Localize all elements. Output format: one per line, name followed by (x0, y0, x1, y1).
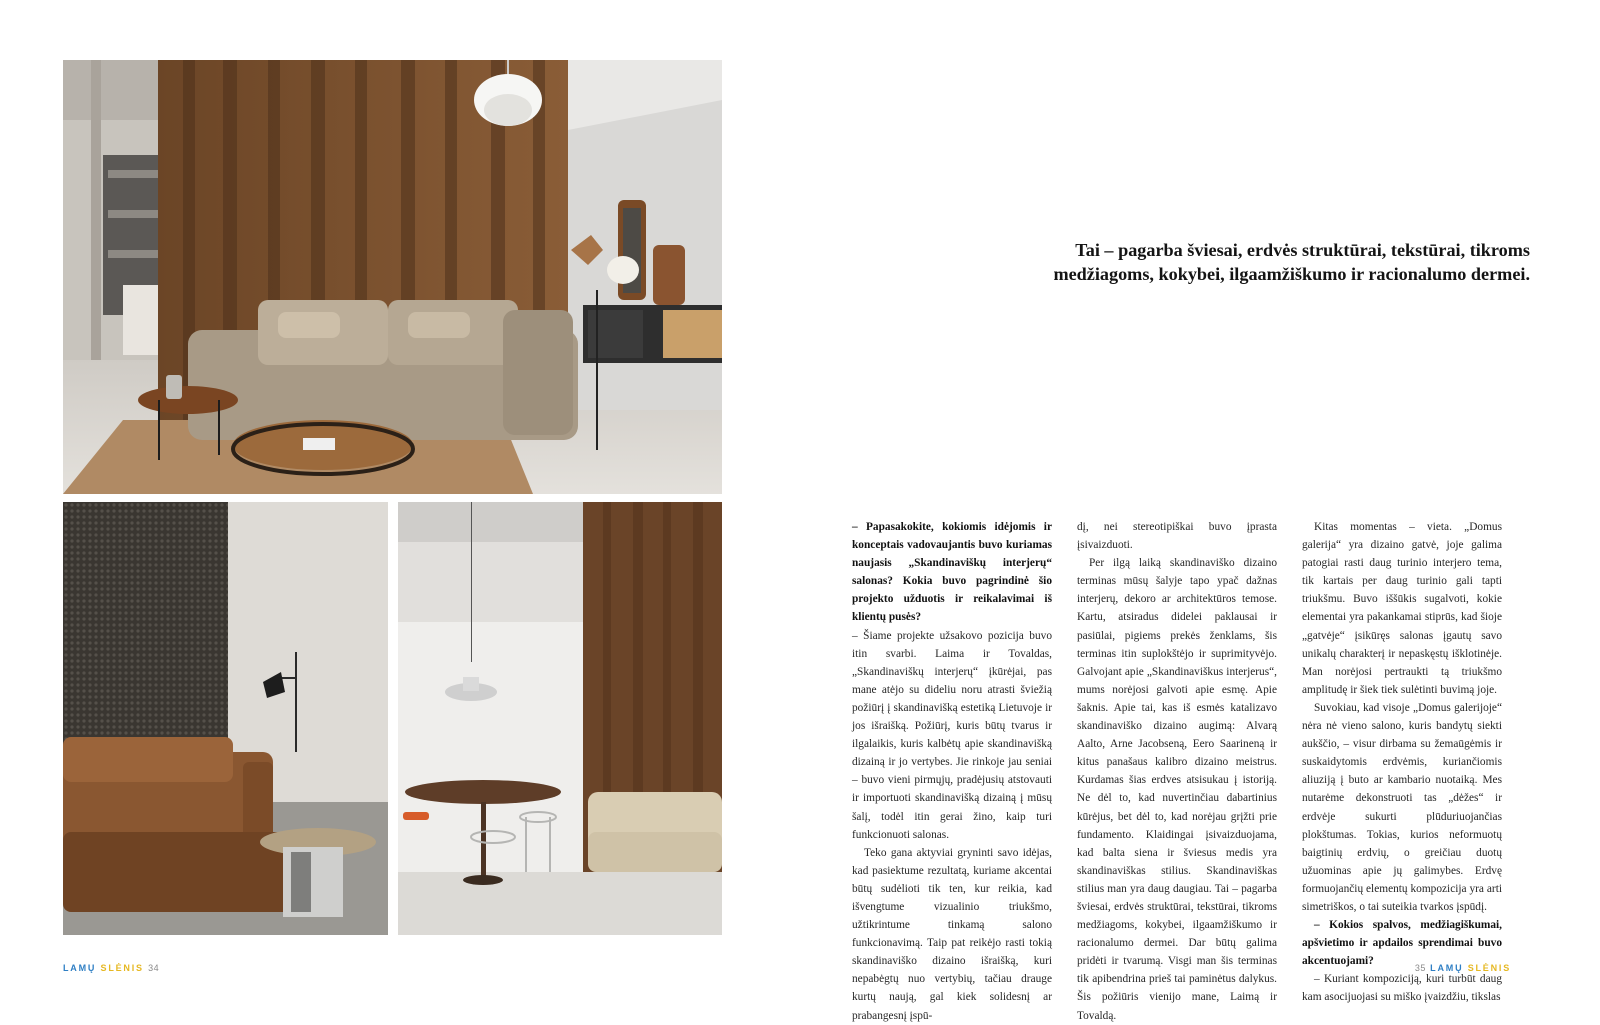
pull-quote: Tai – pagarba šviesai, erdvės struktūrai, tekstūrai, tikroms medžiagoms, kokybei, ilgaamžiškumo ir racionalumo dermei. (1053, 240, 1530, 284)
interior-photo-icon (398, 502, 722, 935)
photo-showroom-sofa (63, 60, 722, 494)
article-paragraph: Suvokiau, kad visoje „Domus galerijoje“ nėra nė vieno salono, kuris bandytų siekti aukščio, – visur dirbama su žemaūgėmis ir suskaidytomis erdvėmis, kuriančiomis aliuziją į buto ar kambario nuotaiką. Mes nutarėme dekonstruoti tas „dėžes“ ir erdvėje sukurti plūduriuojančias plokštumas. Tokias, kurios neformuotų baigtinių erdvių, o greičiau duotų užuominas apie jų galimybes. Erdvę formuojančių elementų kompozicija yra arti simetriškos, o tai suteikia tvarkos įspūdį. (1302, 701, 1502, 913)
article-paragraph: – Šiame projekte užsakovo pozicija buvo itin svarbi. Laima ir Tovaldas, „Skandinaviškų interjerų“ įkūrėjai, pas mane atėjo su dideliu noru atrasti šviežią požiūrį į skandinavišką estetiką Lietuvoje ir jos išraišką. Požiūrį, kuris būtų tvarus ir ilgalaikis, kuris kalbėtų apie skandinavišką dizainą ir jo vertybes. Jie rinkoje jau seniai – buvo vieni pirmųjų, pradėjusių atstovauti ir importuoti skandinavišką dizainą į mūsų šalį, todėl itin gerai žino, kaip turi funkcionuoti salonas. (852, 629, 1052, 841)
article-column-2 (1077, 518, 1277, 1022)
page-number: 35 (1414, 963, 1426, 973)
article-paragraph: – Kuriant kompoziciją, kuri turbūt daug kam asocijuojasi su miško įvaizdžiu, tikslas (1302, 973, 1502, 1004)
article-paragraph: Kitas momentas – vieta. „Domus galerija“ yra dizaino gatvė, joje galima patogiai rasti daug turinio interjero tema, tik kartais per daug turinio gali tapti triukšmu. Buvo iššūkis sugalvoti, kokie elementai yra pakankamai stiprūs, kad šioje „gatvėje“ įsikūręs salonas įgautų savo unikalų charakterį ir nepaskęstų išklotinėje. Man norėjosi pertraukti tą triukšmo amplitudę ir šiek tiek sulėtinti buvimą joje. (1302, 521, 1502, 696)
article-paragraph: Teko gana aktyviai gryninti savo idėjas, kad pasiektume rezultatą, kuriame akcentai būtų sudėlioti tik ten, kur reikia, kad išvengtume vizualinio triukšmo, užtikrintume tinkamą salono funkcionavimą. Taip pat reikėjo rasti tokią skandinaviško dizaino išraišką, kuri nepabėgtų nuo vertybių, tačiau drauge kurtų naują, gal kiek solidesnį ar prabangesnį įspū- (852, 846, 1052, 1022)
folio-right (1415, 962, 1511, 974)
article-paragraph: Per ilgą laiką skandinaviško dizaino terminas mūsų šalyje tapo ypač dažnas interjerų, dekoro ar architektūros temose. Kartu, atsiradus didelei paklausai ir pasiūlai, pigiems prekės ženklams, šis terminas itin suplokštėjo ir suprimityvėjo. Galvojant apie „Skandinaviškus interjerus“, mums norėjosi galvoti apie esmę. Apie šaknis. Apie tai, kas iš esmės katalizavo skandinaviško dizaino augimą: Alvarą Aalto, Arne Jacobseną, Eero Saarineną ir kitus panašaus kalibro dizaino meistrus. Kurdamas šias erdves atsisukau į istoriją. Ne dėl to, kad nuvertinčiau dabartinius kūrėjus, bet dėl to, kad norėjau grįžti prie fundamento. Klaidingai įsivaizduojama, kad balta siena ir šviesus medis yra skandinaviškas stilius. Skandinaviškas stilius man yra daug daugiau. Tai – pagarba šviesai, erdvės struktūrai, tekstūrai, tikroms medžiagoms, kokybei, ilgaamžiškumo ir racionalumo dermei. Dar būtų galima pridėti ir tvarumą. Visgi man šis terminas tik apibendrina prieš tai paminėtus dalykus. Šis požiūris vienijo mane, Laimą ir Tovaldą. (1077, 557, 1277, 1022)
brand-name-part1: LAMŲ (1430, 963, 1464, 973)
photo-showroom-table (398, 502, 722, 935)
page-number: 34 (148, 963, 160, 973)
article-column-1 (852, 518, 1052, 1022)
brand-name-part2: SLĖNIS (1467, 963, 1511, 973)
interior-photo-icon (63, 60, 722, 494)
interview-question: – Papasakokite, kokiomis idėjomis ir konceptais vadovaujantis buvo kuriamas naujasis „Skandinaviškų interjerų“ salonas? Kokia buvo pagrindinė šio projekto užduotis ir reikalavimai iš klientų pusės? (852, 521, 1052, 624)
brand-name-part2: SLĖNIS (100, 963, 144, 973)
article-paragraph: dį, nei stereotipiškai buvo įprasta įsivaizduoti. (1077, 521, 1277, 552)
brand-name-part1: LAMŲ (63, 963, 97, 973)
interview-question: – Kokios spalvos, medžiagiškumai, apšvietimo ir apdailos sprendimai buvo akcentuojami? (1302, 919, 1502, 968)
folio-left (63, 962, 159, 974)
interior-photo-icon (63, 502, 388, 935)
photo-showroom-brown-sofa (63, 502, 388, 935)
